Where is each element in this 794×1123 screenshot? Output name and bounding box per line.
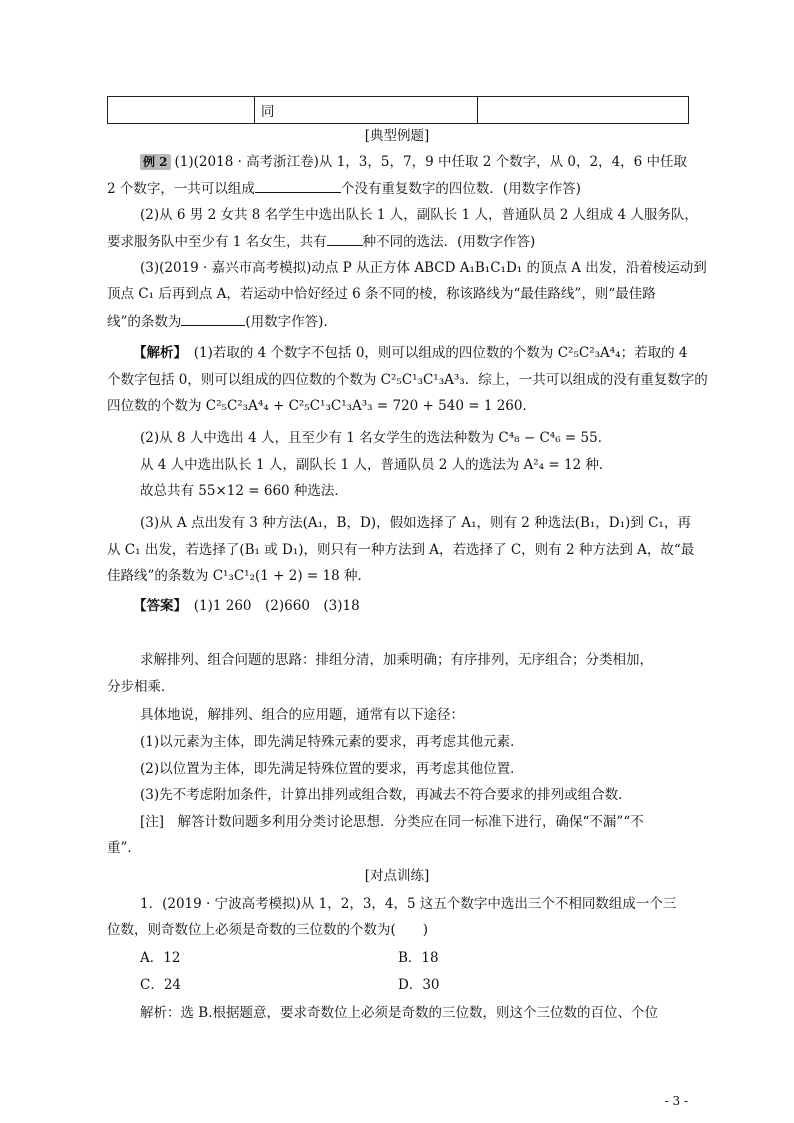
example-2-line-5: (3)(2019 · 嘉兴市高考模拟)动点 P 从正方体 ABCD A₁B₁C₁D₁ 的顶点 A 出发，沿着棱运动到 bbox=[140, 260, 707, 276]
example-2-line-1 bbox=[140, 152, 688, 172]
answer-label: 【答案】 bbox=[133, 598, 181, 614]
top-table bbox=[107, 96, 689, 124]
question-1-line-1: 1．(2019 · 宁波高考模拟)从 1，2，3，4，5 这五个数字中选出三个不相同数组成一个三 bbox=[140, 896, 677, 912]
table-cell bbox=[478, 97, 689, 124]
option-c: C．24 bbox=[140, 977, 182, 993]
solution-line-3: 四位数的个数为 C²₅C²₃A⁴₄ + C²₅C¹₃C¹₃A³₃ = 720 + 540 = 1 260． bbox=[107, 398, 536, 414]
answer-text: (1)1 260 (2)660 (3)18 bbox=[193, 598, 360, 614]
option-b: B．18 bbox=[398, 950, 439, 966]
solution-label: 【解析】 bbox=[133, 345, 181, 361]
solution-line-5: 从 4 人中选出队长 1 人，副队长 1 人，普通队员 2 人的选法为 A²₄ = 12 种． bbox=[140, 457, 613, 473]
example-2-line-2 bbox=[107, 178, 687, 199]
solution-line-9: 佳路线”的条数为 C¹₃C¹₂(1 + 2) = 18 种． bbox=[107, 568, 371, 584]
section-heading-typical-examples: [典型例题] bbox=[364, 128, 430, 144]
solution-line-2: 个数字包括 0，则可以组成的四位数的个数为 C²₅C¹₃C¹₃A³₃．综上，一共可以组成的没有重复数字的 bbox=[107, 372, 708, 388]
example-2-line-4 bbox=[107, 231, 687, 252]
example-text: 要求服务队中至少有 1 名女生，共有 bbox=[107, 234, 327, 250]
example-2-line-3: (2)从 6 男 2 女共 8 名学生中选出队长 1 人，副队长 1 人，普通队员 2 人组成 4 人服务队， bbox=[140, 207, 698, 223]
question-1-line-2: 位数，则奇数位上必须是奇数的三位数的个数为( ) bbox=[107, 922, 429, 938]
solution-line-4: (2)从 8 人中选出 4 人，且至少有 1 名女学生的选法种数为 C⁴₈ − C⁴₆ = 55． bbox=[140, 430, 612, 446]
example-text: (1)(2018 · 高考浙江卷)从 1，3，5，7，9 中任取 2 个数字，从 0，2，4，6 中任取 bbox=[174, 154, 688, 170]
page-number: - 3 - bbox=[664, 1094, 688, 1108]
option-d: D．30 bbox=[398, 977, 440, 993]
method-line-1: 求解排列、组合问题的思路：排组分清，加乘明确；有序排列，无序组合；分类相加， bbox=[140, 652, 653, 668]
solution-text: (1)若取的 4 个数字不包括 0，则可以组成的四位数的个数为 C²₅C²₃A⁴₄；若取的 4 bbox=[193, 345, 688, 361]
example-text: 2 个数字，一共可以组成 bbox=[107, 181, 255, 197]
solution-line-1 bbox=[133, 343, 688, 363]
example-badge: 例 2 bbox=[140, 154, 171, 170]
section-heading-practice: [对点训练] bbox=[364, 868, 430, 884]
table-cell: 同 bbox=[255, 97, 478, 124]
method-line-6: (3)先不考虑附加条件，计算出排列或组合数，再减去不符合要求的排列或组合数． bbox=[140, 787, 632, 803]
example-text: 线”的条数为 bbox=[107, 314, 182, 330]
example-text: 个没有重复数字的四位数．(用数字作答) bbox=[340, 181, 581, 197]
note-line-2: 重”． bbox=[107, 840, 141, 856]
note-line-1: [注] 解答计数问题多利用分类讨论思想．分类应在同一标准下进行，确保“不漏”“不 bbox=[140, 814, 644, 830]
solution-line-7: (3)从 A 点出发有 3 种方法(A₁，B，D)，假如选择了 A₁，则有 2 种选法(B₁，D₁)到 C₁，再 bbox=[140, 515, 691, 531]
method-line-5: (2)以位置为主体，即先满足特殊位置的要求，再考虑其他位置． bbox=[140, 761, 524, 777]
example-text: (用数字作答)． bbox=[245, 314, 337, 330]
answer-blank bbox=[181, 311, 245, 326]
answer-blank bbox=[255, 178, 341, 193]
option-a: A．12 bbox=[140, 950, 181, 966]
example-2-line-6: 顶点 C₁ 后再到点 A，若运动中恰好经过 6 条不同的棱，称该路线为“最佳路线”，则“最佳路 bbox=[107, 286, 656, 302]
solution-line-8: 从 C₁ 出发，若选择了(B₁ 或 D₁)，则只有一种方法到 A，若选择了 C，则有 2 种方法到 A，故“最 bbox=[107, 542, 695, 558]
method-line-2: 分步相乘． bbox=[107, 679, 175, 695]
question-1-solution: 解析：选 B.根据题意，要求奇数位上必须是奇数的三位数，则这个三位数的百位、个位 bbox=[140, 1005, 659, 1021]
table-cell bbox=[108, 97, 255, 124]
example-2-line-7 bbox=[107, 311, 687, 332]
example-text: 种不同的选法．(用数字作答) bbox=[362, 234, 536, 250]
answer-line bbox=[133, 596, 681, 616]
solution-line-6: 故总共有 55×12 = 660 种选法． bbox=[140, 483, 348, 499]
method-line-3: 具体地说，解排列、组合的应用题，通常有以下途径： bbox=[140, 707, 464, 723]
answer-blank bbox=[327, 231, 363, 246]
method-line-4: (1)以元素为主体，即先满足特殊元素的要求，再考虑其他元素． bbox=[140, 734, 524, 750]
